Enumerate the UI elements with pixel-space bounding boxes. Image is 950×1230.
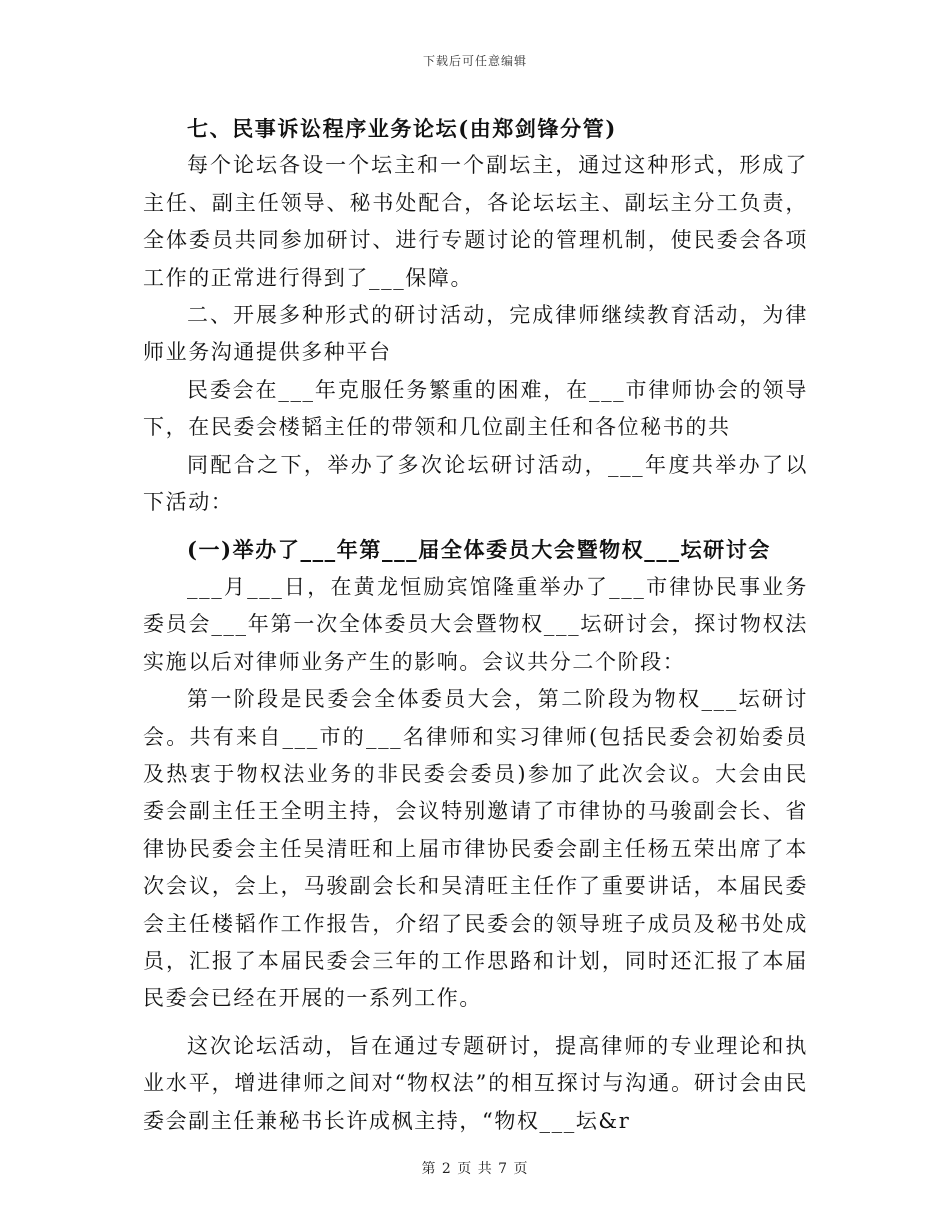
subheading-meeting: (一)举办了___年第___届全体委员大会暨物权___坛研讨会 [187,537,771,563]
paragraph-meeting-stages: 第一阶段是民委会全体委员大会，第二阶段为物权___坛研讨会。共有来自___市的___名律师和实习律师(包括民委会初始委员及热衷于物权法业务的非民委会委员)参加了此次会议。大会由民委会副主任王全明主持，会议特别邀请了市律协的马骏副会长、省律协民委会主任吴清旺和上届市律协民委会副主任杨五荣出席了本次会议，会上，马骏副会长和吴清旺主任作了重要讲话，本届民委会主任楼韬作工作报告，介绍了民委会的领导班子成员及秘书处成员，汇报了本届民委会三年的工作思路和计划，同时还汇报了本届民委会已经在开展的一系列工作。 [143,687,808,1011]
paragraph-committee-intro: 民委会在___年克服任务繁重的困难，在___市律师协会的领导下，在民委会楼韬主任的带领和几位副主任和各位秘书的共 [143,377,808,440]
paragraph-meeting-date: ___月___日，在黄龙恒励宾馆隆重举办了___市律协民事业务委员会___年第一次全体委员大会暨物权___坛研讨会，探讨物权法实施以后对律师业务产生的影响。会议共分二个阶段： [143,574,808,674]
section-heading: 七、民事诉讼程序业务论坛(由郑剑锋分管) [187,116,617,141]
page-header-note: 下载后可任意编辑 [422,54,527,68]
paragraph-forum-structure: 每个论坛各设一个坛主和一个副坛主，通过这种形式，形成了主任、副主任领导、秘书处配合，各论坛坛主、副坛主分工负责，全体委员共同参加研讨、进行专题讨论的管理机制，使民委会各项工作的正常进行得到了___保障。 [143,153,808,290]
spacer [143,521,808,531]
paragraph-activities-intro: 同配合之下，举办了多次论坛研讨活动，___年度共举办了以下活动： [143,452,808,515]
spacer [143,1018,808,1028]
document-body [143,110,808,1140]
paragraph-section-two-title: 二、开展多种形式的研讨活动，完成律师继续教育活动，为律师业务沟通提供多种平台 [143,303,808,365]
paragraph-forum-purpose: 这次论坛活动，旨在通过专题研讨，提高律师的专业理论和执业水平，增进律师之间对“物权法”的相互探讨与沟通。研讨会由民委会副主任兼秘书长许成枫主持，“物权___坛&r [143,1033,808,1133]
page-number: 第 2 页 共 7 页 [421,1161,529,1177]
